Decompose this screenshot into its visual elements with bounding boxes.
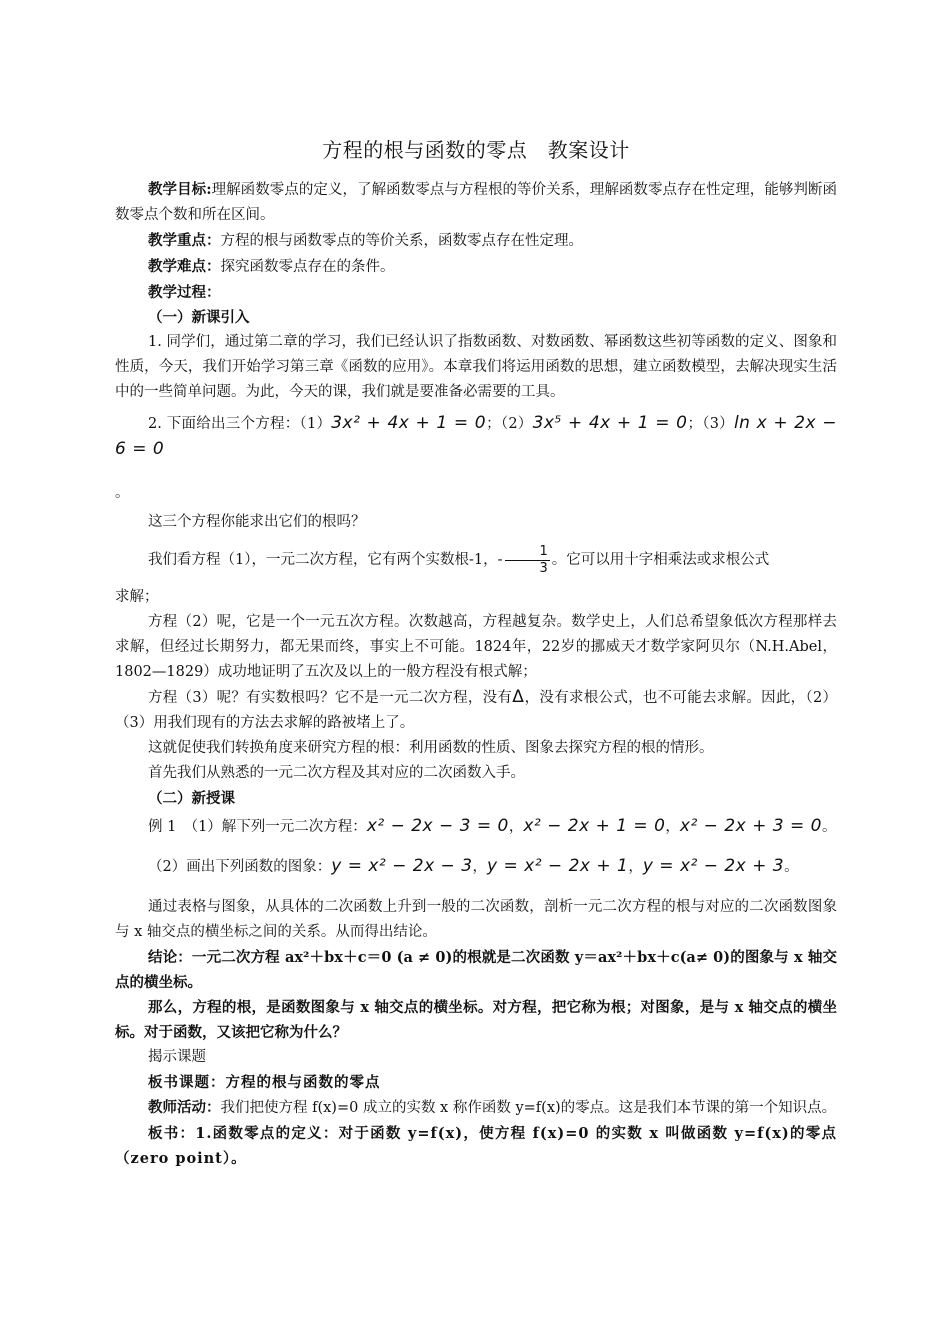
board-title: 板书课题：方程的根与函数的零点 xyxy=(148,1074,381,1091)
example-equation-3: x² − 2x + 3 = 0 xyxy=(679,816,822,836)
board-definition: 板书：1.函数零点的定义：对于函数 y=f(x)，使方程 f(x)=0 的实数 x 叫做函数 y=f(x)的零点（zero point）。 xyxy=(115,1125,837,1167)
example-function-1: y = x² − 2x − 3 xyxy=(331,856,473,876)
paragraph-change-angle: 这就促使我们转换角度来研究方程的根：利用函数的性质、图象去探究方程的根的情形。 xyxy=(148,740,714,756)
reveal-topic: 揭示课题 xyxy=(148,1049,206,1065)
page-title: 方程的根与函数的零点 教案设计 xyxy=(322,138,630,162)
fraction-one-third: $\frac{1}{3}$ xyxy=(505,544,550,577)
paragraph-equation-1: 我们看方程（1），一元二次方程，它有两个实数根-1，- $\frac{1}{3}$ 。它可以用十字相乘法或求根公式 xyxy=(148,543,770,576)
teacher-activity xyxy=(115,1095,837,1121)
difficulty-text: 探究函数零点存在的条件。 xyxy=(220,259,395,275)
teaching-difficulty xyxy=(115,254,837,280)
difficulty-label: 教学难点： xyxy=(148,258,221,275)
paragraph-equation-3: 方程（3）呢？有实数根吗？它不是一元二次方程，没有Δ，没有求根公式，也不可能去求解。因此，（2）（3）用我们现有的方法去求解的路被堵上了。 xyxy=(115,687,837,731)
paragraph-intro: 1. 同学们，通过第二章的学习，我们已经认识了指数函数、对数函数、幂函数这些初等函数的定义、图象和性质，今天，我们开始学习第三章《函数的应用》。本章我们将运用函数的思想，建立函数模型，去解决现实生活中的一些简单问题。为此，今天的课，我们就是要准备必需要的工具。 xyxy=(115,334,837,400)
document-page xyxy=(115,128,837,1171)
goal-label: 教学目标 xyxy=(148,181,207,198)
example-function-2: y = x² − 2x + 1 xyxy=(487,856,629,876)
paragraph-table-graph: 通过表格与图象，从具体的二次函数上升到一般的二次函数，剖析一元二次方程的根与对应的二次函数图象与 x 轴交点的横坐标之间的关系。从而得出结论。 xyxy=(115,899,837,940)
example-function-3: y = x² − 2x + 3 xyxy=(642,856,785,876)
section-heading-new-lesson: （二）新授课 xyxy=(148,790,235,807)
paragraph-start-quadratic: 首先我们从熟悉的一元二次方程及其对应的二次函数入手。 xyxy=(148,765,525,781)
section-heading-intro: （一）新课引入 xyxy=(148,309,250,326)
example-equation-2: x² − 2x + 1 = 0 xyxy=(523,816,666,836)
paragraph-equation-1-end: 求解； xyxy=(115,589,159,605)
trailing-period: 。 xyxy=(115,485,130,501)
key-label: 教学重点： xyxy=(148,232,221,249)
question-roots: 这三个方程你能求出它们的根吗？ xyxy=(148,514,366,530)
example-1-part-2: （2）画出下列函数的图象：y = x² − 2x − 3，y = x² − 2x + 1，y = x² − 2x + 3。 xyxy=(148,856,799,876)
teacher-activity-label: 教师活动： xyxy=(148,1099,221,1116)
process-heading: 教学过程： xyxy=(148,284,221,301)
teaching-key-point xyxy=(115,228,837,254)
conclusion: 结论：一元二次方程 ax²＋bx＋c＝0 (a ≠ 0)的根就是二次函数 y＝ax²＋bx＋c(a≠ 0)的图象与 x 轴交点的横坐标。 xyxy=(115,949,837,991)
paragraph-question-zero: 那么，方程的根，是函数图象与 x 轴交点的横坐标。对方程，把它称为根；对图象，是与 x 轴交点的横坐标。对于函数，又该把它称为什么？ xyxy=(115,999,837,1041)
equation-2: 3x⁵ + 4x + 1 = 0 xyxy=(532,413,688,433)
three-equations: 2. 下面给出三个方程：（1）3x² + 4x + 1 = 0；（2）3x⁵ + 4x + 1 = 0；（3）ln x + 2x − 6 = 0 xyxy=(115,413,838,459)
example-1-part-1: 例 1 （1）解下列一元二次方程：x² − 2x − 3 = 0，x² − 2x + 1 = 0，x² − 2x + 3 = 0。 xyxy=(148,816,837,836)
example-equation-1: x² − 2x − 3 = 0 xyxy=(366,816,509,836)
goal-text: 理解函数零点的定义，了解函数零点与方程根的等价关系，理解函数零点存在性定理，能够判断函数零点个数和所在区间。 xyxy=(115,182,838,223)
paragraph-equation-2: 方程（2）呢，它是一个一元五次方程。次数越高，方程越复杂。数学史上，人们总希望象低次方程那样去求解，但经过长期努力，都无果而终，事实上不可能。1824年，22岁的挪威天才数学家阿贝尔（N.H.Abel，1802—1829）成功地证明了五次及以上的一般方程没有根式解； xyxy=(115,614,837,680)
fraction-sign: - xyxy=(497,552,503,568)
delta-symbol: Δ xyxy=(512,687,525,707)
key-text: 方程的根与函数零点的等价关系，函数零点存在性定理。 xyxy=(220,233,583,249)
teacher-activity-text: 我们把使方程 f(x)=0 成立的实数 x 称作函数 y=f(x)的零点。这是我们本节课的第一个知识点。 xyxy=(220,1100,837,1116)
teaching-goal: 教学目标:理解函数零点的定义，了解函数零点与方程根的等价关系，理解函数零点存在性定理，能够判断函数零点个数和所在区间。 xyxy=(115,181,838,223)
equation-3: ln x + 2x − 6 = 0 xyxy=(115,413,838,459)
equation-1: 3x² + 4x + 1 = 0 xyxy=(331,413,487,433)
